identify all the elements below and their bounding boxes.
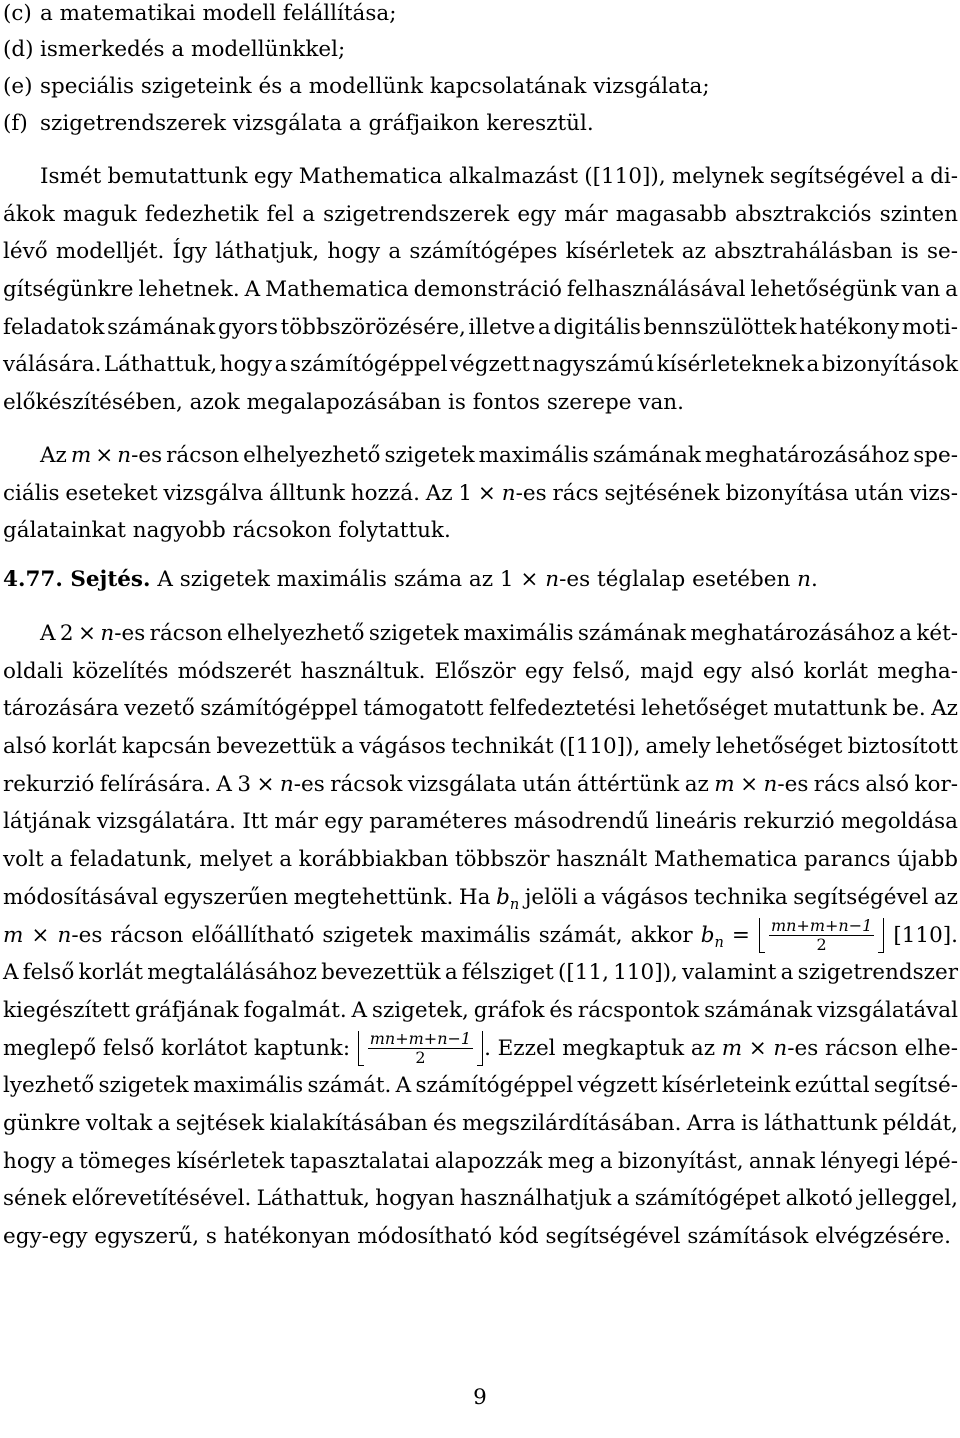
text-run: günkre voltak a sejtések kialakításában és megszilárdításában. Arra is láthattunk példát, (3, 1110, 958, 1136)
floor-fraction (358, 1031, 483, 1066)
text-run: meglepő felső korlátot kaptunk: (3, 1035, 357, 1061)
text-run: rekurzió felírására. A 3 × (3, 771, 280, 797)
text-line (3, 917, 958, 955)
math-variable: n (57, 922, 72, 948)
subscript-base: b (496, 884, 510, 910)
math-variable: n (773, 1035, 788, 1061)
text-run: = (723, 922, 758, 948)
text-run: [110]. (885, 922, 958, 948)
left-floor-bracket (759, 918, 765, 953)
text-run: lyezhető szigetek maximális számát. A számítógéppel végzett kísérleteink ezúttal segítsé- (3, 1073, 958, 1099)
list-item-label: (f) (3, 110, 28, 136)
line-content (3, 916, 958, 954)
left-floor-bracket (358, 1031, 364, 1066)
line-content (3, 1149, 958, 1174)
text-run: ciális eseteket vizsgálva álltunk hozzá. Az 1 × (3, 480, 502, 506)
line-content (3, 1186, 958, 1211)
line-content (3, 772, 958, 797)
math-variable: n (117, 443, 132, 468)
fraction (368, 1031, 473, 1066)
text-line (3, 1143, 958, 1181)
text-line (3, 158, 958, 196)
text-line (3, 233, 958, 271)
text-run: . (810, 567, 818, 592)
text-run: A szigetek maximális száma az 1 × (150, 567, 546, 592)
text-line (3, 271, 958, 309)
text-line (3, 690, 958, 728)
math-variable: m (721, 1035, 743, 1061)
text-line (3, 1218, 958, 1256)
list-item-text: speciális szigeteink és a modellünk kapcsolatának vizsgálata; (40, 74, 710, 100)
text-run: oldali közelítés módszerét használtuk. Először egy felső, majd egy alsó korlát megha- (3, 658, 958, 684)
text-run: sének előrevetítésével. Láthattuk, hogyan használhatjuk a számítógépet alkotó jelleggel, (3, 1186, 958, 1212)
list-item-text: a matematikai modell felállítása; (40, 0, 397, 26)
list-item-label: (d) (3, 37, 34, 63)
line-content (3, 352, 958, 377)
text-run: × (742, 1035, 774, 1061)
line-content (3, 390, 684, 415)
text-line (3, 1105, 958, 1143)
text-line (3, 954, 958, 992)
text-run: látjának vizsgálatára. Itt már egy paraméteres másodrendű lineáris rekurzió megoldása (3, 809, 958, 835)
text-line (3, 384, 958, 422)
line-content (3, 884, 958, 913)
list-item (3, 32, 958, 69)
text-run: -es rácsok vizsgálata után áttértünk az (293, 771, 715, 797)
text-run: × (734, 771, 764, 797)
line-content (3, 315, 958, 340)
text-line (3, 803, 958, 841)
text-run: módosításával egyszerűen megtehettünk. Ha (3, 884, 497, 910)
text-run: válására. Láthattuk, hogy a számítógéppel végzett nagyszámú kísérleteknek a bizonyítások (3, 352, 958, 378)
text-run: egy-egy egyszerű, s hatékonyan módosítható kód segítségével számítások elvégzésére. (3, 1224, 951, 1249)
subscripted-variable (496, 884, 520, 913)
text-line (3, 766, 958, 804)
paragraph (3, 158, 958, 422)
text-line (3, 728, 958, 766)
text-line (3, 879, 958, 917)
text-run: -es rács alsó kor- (777, 771, 958, 797)
paragraph (3, 615, 958, 1256)
line-content (3, 960, 958, 985)
text-run: Ismét bemutattunk egy Mathematica alkalmazást ([110]), melynek segítségével a di- (40, 164, 958, 189)
subscript-index: n (714, 934, 724, 951)
line-content (3, 518, 451, 543)
text-line (3, 512, 958, 550)
line-content (3, 1029, 959, 1068)
text-line (3, 346, 958, 384)
text-run: × (91, 443, 118, 468)
text-line (3, 841, 958, 879)
math-variable: n (279, 771, 294, 797)
line-content (3, 734, 958, 759)
math-variable: m (3, 922, 24, 948)
right-floor-bracket (477, 1031, 483, 1066)
text-run: Az (40, 443, 71, 468)
line-content (3, 1224, 951, 1249)
subscripted-variable (700, 922, 724, 951)
line-content (3, 847, 958, 872)
page-number: 9 (473, 1385, 487, 1410)
text-line (3, 653, 958, 691)
math-variable: m (70, 443, 92, 468)
math-variable: m (714, 771, 735, 797)
fraction-numerator: mn+m+n−1 (770, 916, 873, 935)
math-variable: n (501, 480, 516, 506)
line-content (3, 567, 818, 592)
floor-fraction (759, 918, 884, 953)
fraction (769, 918, 874, 953)
conjecture (3, 561, 958, 599)
text-run: A 2 × (40, 621, 101, 646)
text-run: alsó korlát kapcsán bevezettük a vágásos technikát ([110]), amely lehetőséget biztosított (3, 734, 958, 760)
line-content (3, 1073, 958, 1098)
line-content (40, 164, 958, 189)
text-line (3, 561, 958, 599)
subscript-base: b (700, 922, 715, 948)
math-variable: n (797, 567, 811, 592)
text-line (3, 475, 958, 513)
subscript-index: n (509, 896, 520, 913)
line-content (3, 481, 958, 506)
text-run: -es rácson elhelyezhető szigetek maximális számának meghatározásához spe- (131, 443, 958, 468)
text-line (3, 615, 958, 653)
math-variable: n (100, 621, 115, 646)
text-run: gálatainkat nagyobb rácsokon folytattuk. (3, 518, 451, 544)
line-content (3, 277, 958, 302)
text-run: × (23, 922, 58, 948)
fraction-denominator: 2 (415, 1048, 426, 1068)
math-variable: n (545, 567, 560, 592)
fraction-denominator: 2 (816, 935, 827, 954)
list-item-text: ismerkedés a modellünkkel; (40, 37, 346, 63)
paragraph (3, 437, 958, 550)
text-run: kiegészített gráfjának fogalmát. A szigetek, gráfok és rácspontok számának vizsgálatával (3, 997, 958, 1023)
list-item (3, 0, 958, 32)
text-line (3, 1067, 958, 1105)
list-item (3, 106, 958, 143)
list-item-label: (e) (3, 74, 33, 100)
line-content (3, 202, 958, 227)
fraction-numerator: mn+m+n−1 (369, 1029, 472, 1049)
line-content (3, 239, 958, 264)
list-item-text: szigetrendszerek vizsgálata a gráfjaikon keresztül. (40, 110, 594, 136)
text-run: -es rácson elhelyezhető szigetek maximális számának meghatározásához a két- (114, 621, 958, 646)
right-floor-bracket (878, 918, 884, 953)
text-run: előkészítésében, azok megalapozásában is fontos szerepe van. (3, 390, 684, 416)
text-run: hogy a tömeges kísérletek tapasztalatai alapozzák meg a bizonyítást, annak lényegi lépé- (3, 1148, 958, 1174)
line-content (3, 696, 958, 721)
line-content (40, 443, 958, 468)
text-line (3, 992, 958, 1030)
text-run: lévő modelljét. Így láthatjuk, hogy a számítógépes kísérletek az absztrahálásban is se- (3, 239, 958, 265)
line-content (3, 659, 958, 684)
text-run: -es rácson előállítható szigetek maximális számát, akkor (71, 922, 701, 948)
line-content (40, 621, 958, 646)
text-run: -es rácson elhe- (787, 1035, 959, 1061)
text-run: -es rács sejtésének bizonyítása után vizs- (515, 480, 958, 506)
text-run: tározására vezető számítógéppel támogatott felfedeztetési lehetőséget mutattunk be. Az (3, 696, 958, 722)
text-run: jelöli a vágásos technika segítségével az (519, 884, 958, 910)
text-run: -es téglalap esetében (559, 567, 798, 592)
text-line (3, 437, 958, 475)
list-item-label: (c) (3, 0, 32, 26)
text-line (3, 1030, 958, 1068)
text-run: volt a feladatunk, melyet a korábbiakban többször használt Mathematica parancs újabb (3, 847, 958, 873)
list-item (3, 69, 958, 106)
text-run: . Ezzel megkaptuk az (484, 1035, 722, 1061)
bold-label: 4.77. Sejtés. (3, 567, 151, 592)
text-line (3, 1180, 958, 1218)
line-content (3, 1111, 958, 1136)
text-line (3, 309, 958, 347)
math-variable: n (763, 771, 778, 797)
text-run: feladatok számának gyors többszörözésére, illetve a digitális bennszülöttek hatékony moti- (3, 314, 958, 340)
line-content (3, 998, 958, 1023)
text-run: A felső korlát megtalálásához bevezettük a félsziget ([11, 110]), valamint a szigetrendszer (3, 960, 958, 986)
text-run: ákok maguk fedezhetik fel a szigetrendszerek egy már magasabb absztrakciós szinten (3, 201, 958, 227)
line-content (3, 809, 958, 834)
text-run: gítségünkre lehetnek. A Mathematica demonstráció felhasználásával lehetőségünk van a (3, 277, 958, 303)
enumerated-list (3, 0, 958, 143)
text-line (3, 196, 958, 234)
